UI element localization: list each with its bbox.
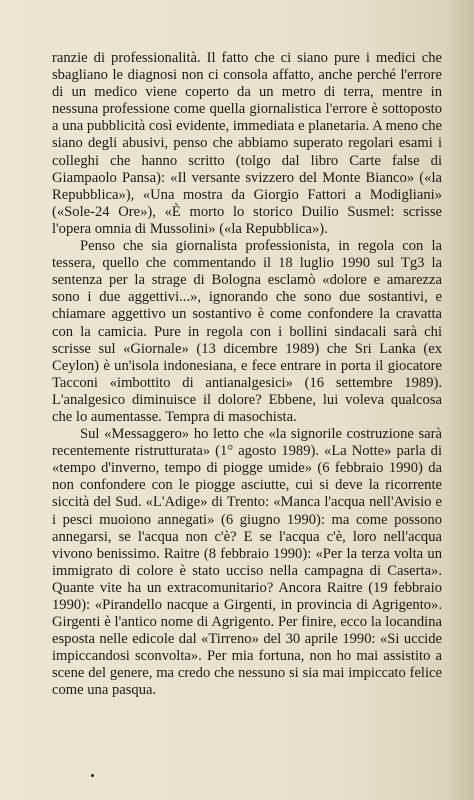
body-text [52, 50, 442, 700]
paragraph-3: Sul «Messaggero» ho letto che «la signorile costruzione sarà recentemente ristrutturata» (1° agosto 1989). «La Notte» parla di «tempo d'inverno, tempo di piogge umide» (6 febbraio 1990) da non confondere con le piogge asciutte, cui si deve la ricorrente siccità del Sud. «L'Adige» di Trento: «Manca l'acqua nell'Avisio e i pesci muoiono annegati» (6 giugno 1990): ma come possono annegarsi, se l'acqua non c'è? E se l'acqua c'è, loro nell'acqua vivono benissimo. Raitre (8 febbraio 1990): «Per la terza volta un immigrato di colore è stato ucciso nella campagna di Caserta». Quante vite ha un extracomunitario? Ancora Raitre (19 febbraio 1990): «Pirandello nacque a Girgenti, in provincia di Agrigento». Girgenti è l'antico nome di Agrigento. Per finire, ecco la locandina esposta nelle edicole dal «Tirreno» del 30 aprile 1990: «Si uccide impiccandosi sconvolta». Per mia fortuna, non ho mai assistito a scene del genere, ma credo che nessuno si sia mai impiccato felice come una pasqua. [52, 426, 442, 699]
paragraph-2: Penso che sia giornalista professionista, in regola con la tessera, quello che commentando il 18 luglio 1990 sul Tg3 la sentenza per la strage di Bologna esclamò «dolore e amarezza sono i due aggettivi...», ignorando che sono due sostantivi, e chiamare aggettivo un sostantivo è come confondere la cravatta con la camicia. Pure in regola con i bollini sindacali sarà chi scrisse sul «Giornale» (13 dicembre 1989) che Sri Lanka (ex Ceylon) è un'isola indonesiana, e fece entrare in porta il giocatore Tacconi «imbottito di antianalgesici» (16 settembre 1989). L'analgesico diminuisce il dolore? Ebbene, lui voleva qualcosa che lo aumentasse. Tempra di masochista. [52, 238, 442, 425]
paragraph-1: ranzie di professionalità. Il fatto che ci siano pure i medici che sbagliano le diagnosi non ci consola affatto, anche perché l'errore di un medico viene coperto da un metro di terra, mentre in nessuna professione come quella giornalistica l'errore è sottoposto a una pubblicità così evidente, immediata e planetaria. A meno che siano degli abusivi, penso che abbiamo superato regolari esami i colleghi che hanno scritto (tolgo dal libro Carte false di Giampaolo Pansa): «Il versante svizzero del Monte Bianco» («la Repubblica»), «Una mostra da Giorgio Fattori a Modigliani» («Sole-24 Ore»), «È morto lo storico Duilio Susmel: scrisse l'opera omnia di Mussolini» («la Repubblica»). [52, 50, 442, 237]
ink-speck [91, 774, 94, 777]
